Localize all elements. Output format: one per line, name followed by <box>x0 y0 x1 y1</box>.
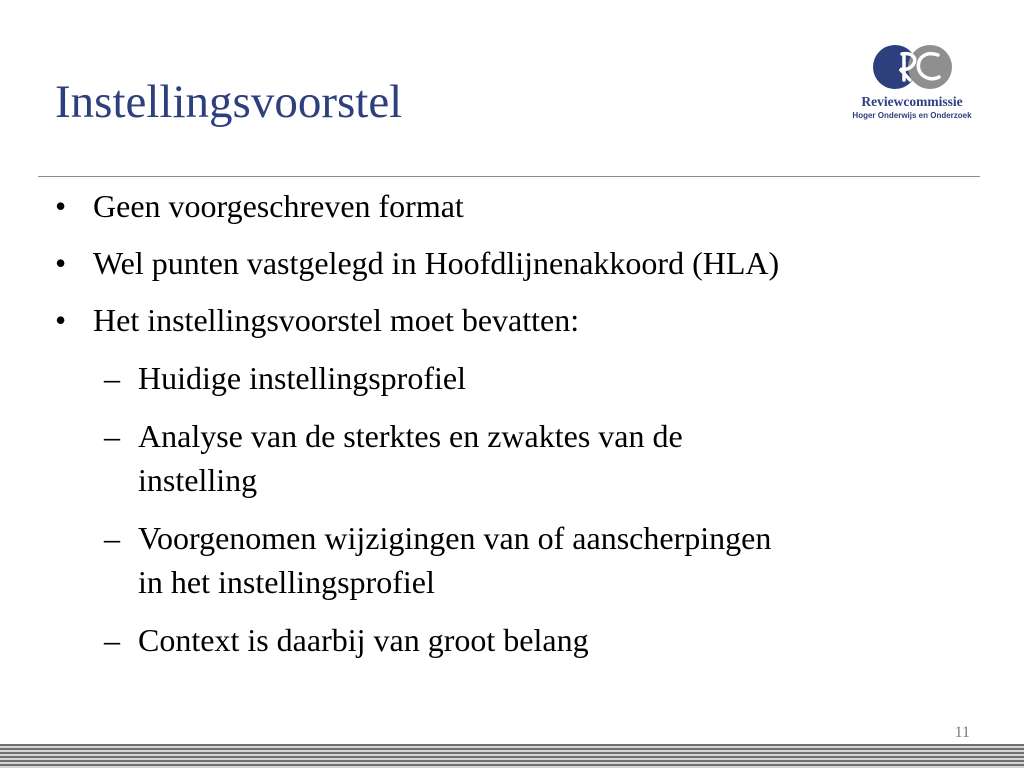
slide-title: Instellingsvoorstel <box>55 76 403 128</box>
subbullet-text: Analyse van de sterktes en zwaktes van de <box>138 418 683 454</box>
subbullet-marker: – <box>104 520 120 556</box>
bullet-text: Het instellingsvoorstel moet bevatten: <box>93 302 580 338</box>
subbullet-marker: – <box>104 418 120 454</box>
logo-subtitle: Hoger Onderwijs en Onderzoek <box>852 111 972 120</box>
rc-monogram-icon <box>842 40 982 94</box>
subbullet-text: Huidige instellingsprofiel <box>138 360 466 396</box>
reviewcommissie-logo <box>842 40 982 124</box>
subbullet-marker: – <box>104 360 120 396</box>
subbullet-text: Voorgenomen wijzigingen van of aanscherpingen <box>138 520 772 556</box>
subbullet-text: Context is daarbij van groot belang <box>138 622 589 658</box>
bullet-marker: • <box>55 245 67 281</box>
subbullet-marker: – <box>104 622 120 658</box>
bullet-text: Geen voorgeschreven format <box>93 188 464 224</box>
logo-name: Reviewcommissie <box>861 94 963 109</box>
page-number: 11 <box>954 724 970 741</box>
subbullet-text: instelling <box>138 462 258 498</box>
footer-stripes <box>0 744 1024 768</box>
bullet-marker: • <box>55 302 67 338</box>
bullet-marker: • <box>55 188 67 224</box>
title-divider <box>38 176 980 177</box>
bullet-text: Wel punten vastgelegd in Hoofdlijnenakkoord (HLA) <box>93 245 780 281</box>
subbullet-text: in het instellingsprofiel <box>138 564 435 600</box>
